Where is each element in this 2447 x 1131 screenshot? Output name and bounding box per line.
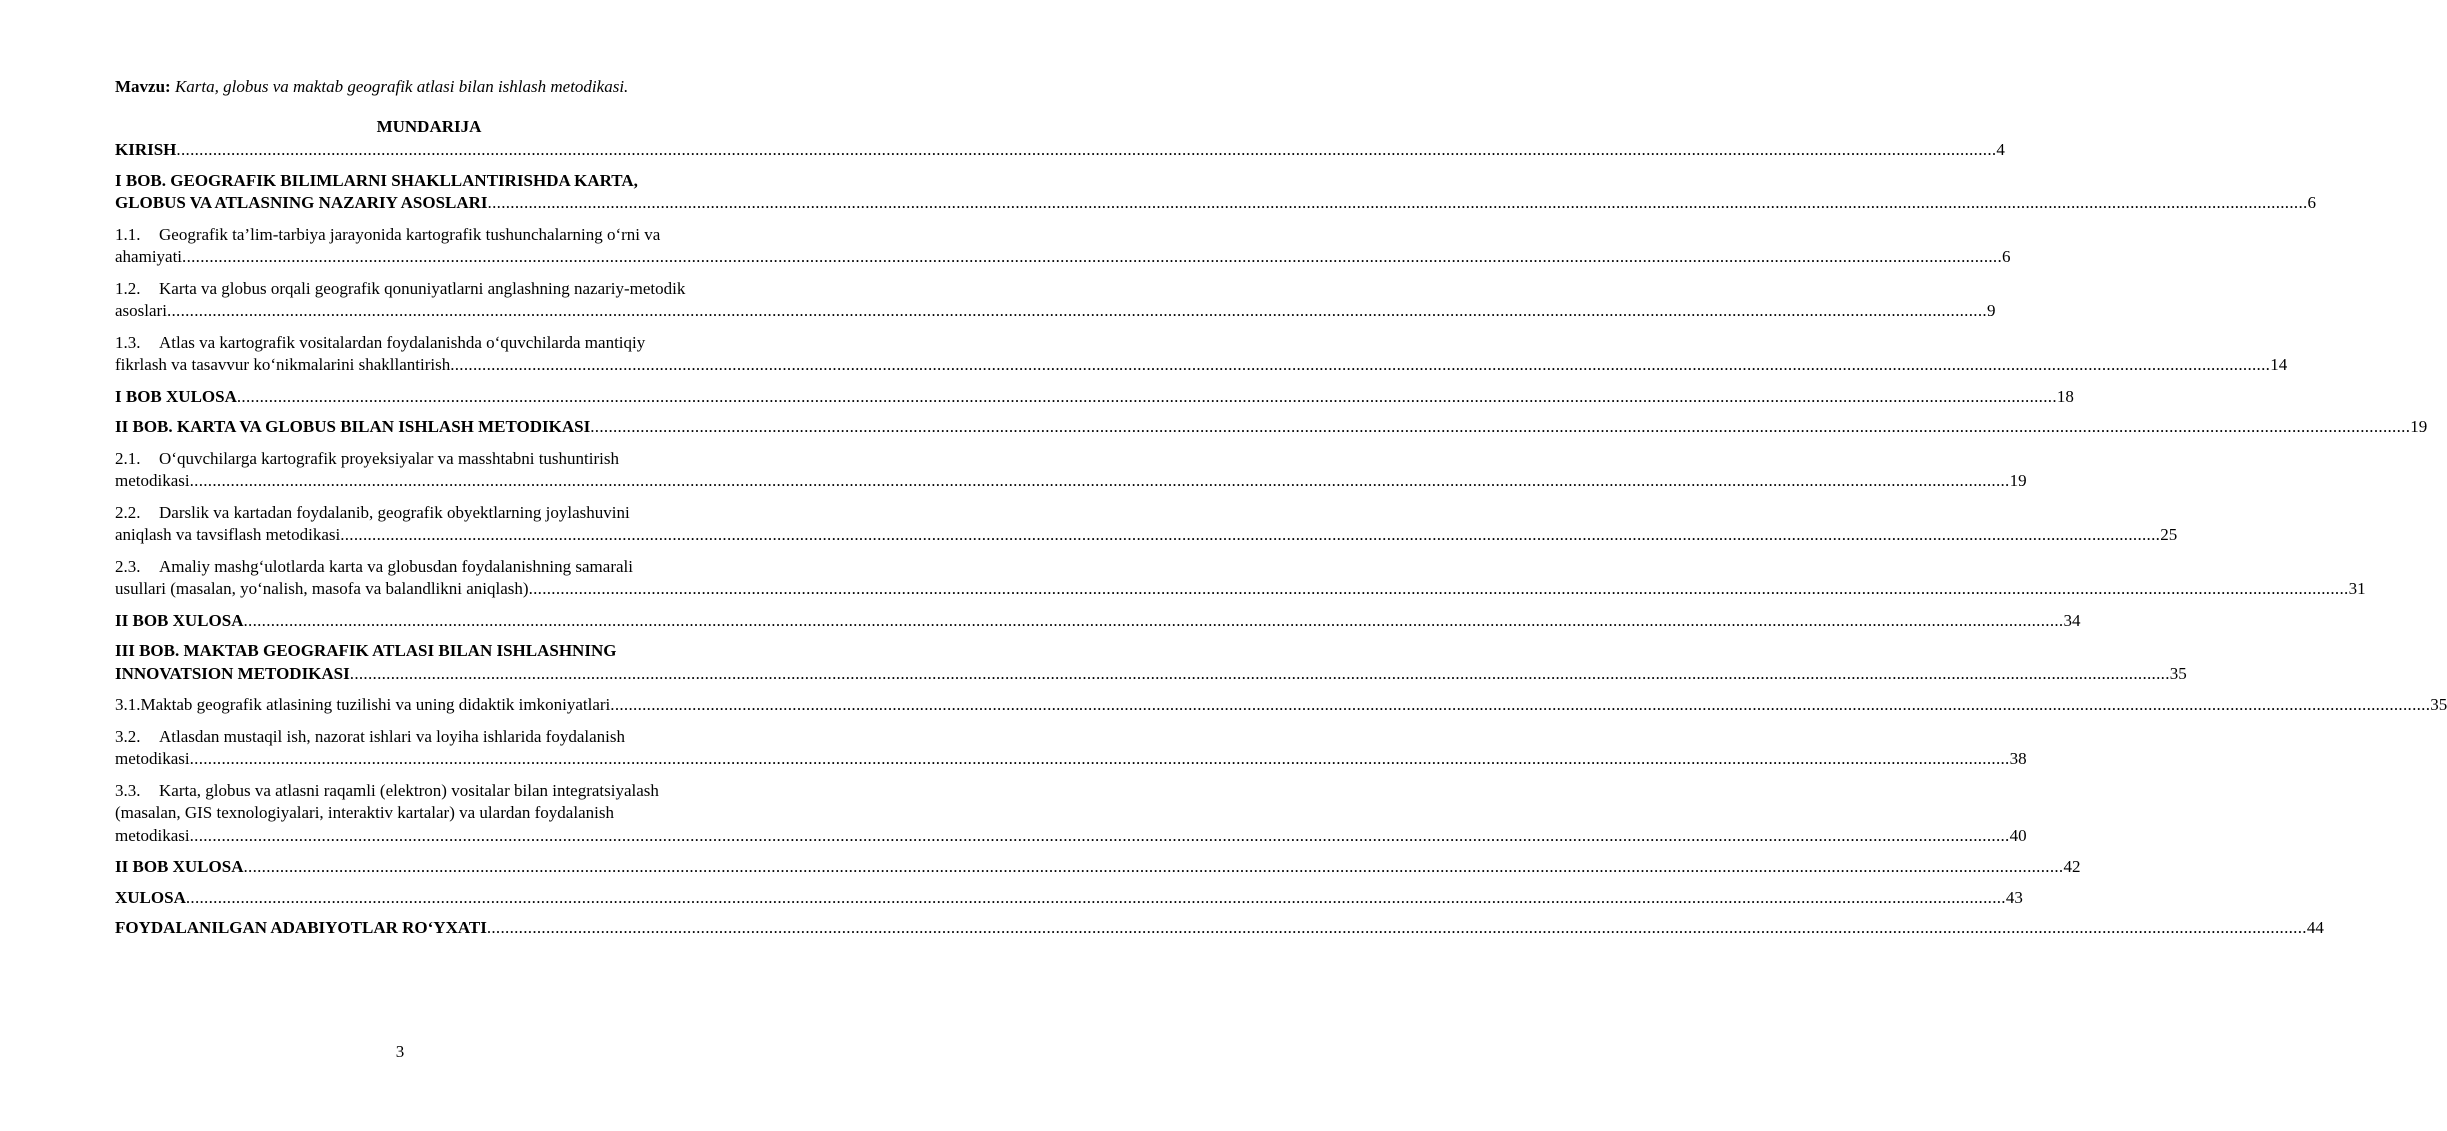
dot-leader: ................................................................................................................................................................................................................................................................................................................................................................................................................ xyxy=(185,887,2006,907)
toc-entry[interactable] xyxy=(115,386,2074,409)
toc-page-number: 18 xyxy=(2056,386,2074,406)
toc-page-number: 9 xyxy=(1986,301,1996,320)
dot-leader: ................................................................................................................................................................................................................................................................................................................................................................................................................ xyxy=(189,471,2010,490)
dot-leader: ................................................................................................................................................................................................................................................................................................................................................................................................................ xyxy=(590,417,2411,436)
toc-page-number: 42 xyxy=(2063,857,2081,876)
dot-leader: ................................................................................................................................................................................................................................................................................................................................................................................................................ xyxy=(166,301,1987,320)
toc-entry-text: metodikasi xyxy=(115,825,190,845)
toc-entry-number: 3.2. xyxy=(115,726,141,746)
dot-leader: ................................................................................................................................................................................................................................................................................................................................................................................................................ xyxy=(243,857,2064,876)
toc-entry[interactable] xyxy=(115,502,2178,547)
toc-entry-text: XULOSA xyxy=(115,887,186,907)
toc-entry[interactable] xyxy=(115,887,2023,910)
toc-entry[interactable] xyxy=(115,917,2324,940)
toc-entry-text: (masalan, GIS texnologiyalari, interaktiv kartalar) va ulardan foydalanish xyxy=(115,803,614,822)
toc-page-number: 43 xyxy=(2005,887,2023,907)
toc-page-number: 34 xyxy=(2063,610,2081,630)
toc-entry-text: Karta, globus va atlasni raqamli (elektron) vositalar bilan integratsiyalash xyxy=(159,780,659,800)
toc-entry-final-line xyxy=(115,470,2027,493)
toc-entry[interactable] xyxy=(115,640,2187,685)
toc-entry-text: II BOB. KARTA VA GLOBUS BILAN ISHLASH METODIKASI xyxy=(115,417,591,436)
toc-entry-text-line xyxy=(115,332,743,355)
toc-entry[interactable] xyxy=(115,556,2366,601)
toc-entry-final-line xyxy=(115,856,2081,879)
page-number: 3 xyxy=(395,1042,405,1061)
toc-page-number: 6 xyxy=(2307,193,2317,212)
toc-entry-final-line xyxy=(115,917,2324,940)
toc-entry[interactable] xyxy=(115,332,2288,377)
toc-page-number: 35 xyxy=(2430,695,2447,714)
toc-entry-final-line xyxy=(115,192,2317,215)
toc-entry-number: 1.3. xyxy=(115,332,141,352)
toc-entry-final-line xyxy=(115,578,2366,601)
toc-entry-text: metodikasi xyxy=(115,749,190,768)
toc-entry-text: usullari (masalan, yo‘nalish, masofa va balandlikni aniqlash) xyxy=(115,579,529,598)
toc-entry-final-line xyxy=(115,354,2288,377)
table-of-contents xyxy=(115,139,2447,940)
toc-entry-text: INNOVATSION METODIKASI xyxy=(115,663,350,683)
dot-leader: ................................................................................................................................................................................................................................................................................................................................................................................................................ xyxy=(176,140,1997,159)
toc-entry-text: Maktab geografik atlasining tuzilishi va uning didaktik imkoniyatlari xyxy=(140,695,611,714)
toc-entry-text: I BOB. GEOGRAFIK BILIMLARNI SHAKLLANTIRISHDA KARTA, xyxy=(115,170,638,190)
toc-entry-final-line xyxy=(115,825,2027,848)
toc-entry-final-line xyxy=(115,663,2187,686)
toc-entry-final-line xyxy=(115,300,1996,323)
dot-leader: ................................................................................................................................................................................................................................................................................................................................................................................................................ xyxy=(236,386,2057,406)
dot-leader: ................................................................................................................................................................................................................................................................................................................................................................................................................ xyxy=(189,749,2010,768)
toc-page-number: 35 xyxy=(2169,663,2187,683)
toc-entry-final-line xyxy=(115,246,2011,269)
dot-leader: ................................................................................................................................................................................................................................................................................................................................................................................................................ xyxy=(450,355,2271,374)
toc-entry-number: 1.2. xyxy=(115,278,141,298)
dot-leader: ................................................................................................................................................................................................................................................................................................................................................................................................................ xyxy=(189,825,2010,845)
toc-entry-text: I BOB XULOSA xyxy=(115,386,237,406)
subject-label: Mavzu: xyxy=(115,77,171,96)
toc-entry-final-line xyxy=(115,386,2074,409)
toc-title: MUNDARIJA xyxy=(376,117,482,136)
toc-entry-text-line xyxy=(115,170,743,193)
toc-page-number: 25 xyxy=(2160,525,2178,544)
toc-entry-number: 3.3. xyxy=(115,780,141,800)
dot-leader: ................................................................................................................................................................................................................................................................................................................................................................................................................ xyxy=(486,918,2307,937)
toc-entry-final-line xyxy=(115,610,2081,633)
toc-entry-text: ahamiyati xyxy=(115,247,183,266)
toc-entry-number: 2.1. xyxy=(115,448,141,468)
dot-leader: ................................................................................................................................................................................................................................................................................................................................................................................................................ xyxy=(610,695,2431,714)
subject-value: Karta, globus va maktab geografik atlasi bilan ishlash metodikasi. xyxy=(174,77,629,96)
toc-entry[interactable] xyxy=(115,224,2011,269)
toc-entry-final-line xyxy=(115,748,2027,771)
toc-page-number: 19 xyxy=(2410,417,2428,436)
toc-entry-text: O‘quvchilarga kartografik proyeksiyalar va masshtabni tushuntirish xyxy=(159,448,619,468)
toc-entry-text: Atlas va kartografik vositalardan foydalanishda o‘quvchilarda mantiqiy xyxy=(159,332,646,352)
toc-entry-text-line xyxy=(115,780,743,803)
toc-entry-text: KIRISH xyxy=(115,140,177,159)
toc-entry-text: aniqlash va tavsiflash metodikasi xyxy=(115,525,341,544)
toc-entry-text: metodikasi xyxy=(115,471,190,490)
toc-entry[interactable] xyxy=(115,694,2447,717)
toc-page-number: 40 xyxy=(2009,825,2027,845)
toc-page-number: 44 xyxy=(2306,918,2324,937)
dot-leader: ................................................................................................................................................................................................................................................................................................................................................................................................................ xyxy=(487,193,2308,212)
toc-entry-final-line xyxy=(115,694,2447,717)
toc-entry-number: 2.3. xyxy=(115,556,141,576)
toc-entry-text-line xyxy=(115,278,743,301)
toc-entry-number: 2.2. xyxy=(115,502,141,522)
toc-entry-text-line xyxy=(115,802,743,825)
toc-entry-text-line xyxy=(115,556,743,579)
toc-page-number: 31 xyxy=(2348,579,2366,598)
toc-entry-final-line xyxy=(115,416,2428,439)
toc-entry[interactable] xyxy=(115,726,2027,771)
toc-entry-text: GLOBUS VA ATLASNING NAZARIY ASOSLARI xyxy=(115,193,488,212)
toc-page-number: 4 xyxy=(1996,140,2005,159)
toc-entry-text: Amaliy mashg‘ulotlarda karta va globusdan foydalanishning samarali xyxy=(159,556,633,576)
toc-entry-text: III BOB. MAKTAB GEOGRAFIK ATLASI BILAN ISHLASHNING xyxy=(115,641,617,660)
toc-entry-text-line xyxy=(115,502,743,525)
toc-entry[interactable] xyxy=(115,448,2027,493)
toc-entry-text: Darslik va kartadan foydalanib, geografik obyektlarning joylashuvini xyxy=(159,502,630,522)
toc-page-number: 38 xyxy=(2009,749,2027,768)
toc-entry-text: Geografik ta’lim-tarbiya jarayonida kartografik tushunchalarning o‘rni va xyxy=(159,224,661,244)
toc-entry-text-line xyxy=(115,640,743,663)
dot-leader: ................................................................................................................................................................................................................................................................................................................................................................................................................ xyxy=(528,579,2349,598)
toc-page-number: 19 xyxy=(2009,471,2027,490)
toc-page-number: 6 xyxy=(2002,247,2011,266)
toc-entry-text: fikrlash va tasavvur ko‘nikmalarini shakllantirish xyxy=(115,355,451,374)
toc-entry[interactable] xyxy=(115,139,2005,162)
toc-page-number: 14 xyxy=(2270,355,2288,374)
dot-leader: ................................................................................................................................................................................................................................................................................................................................................................................................................ xyxy=(340,525,2161,544)
toc-entry-text-line xyxy=(115,448,743,471)
toc-entry-text: FOYDALANILGAN ADABIYOTLAR RO‘YXATI xyxy=(115,918,487,937)
toc-entry-text: Atlasdan mustaqil ish, nazorat ishlari va loyiha ishlarida foydalanish xyxy=(159,726,625,746)
toc-entry-text: II BOB XULOSA xyxy=(115,857,244,876)
toc-entry-final-line xyxy=(115,887,2023,910)
dot-leader: ................................................................................................................................................................................................................................................................................................................................................................................................................ xyxy=(349,663,2170,683)
toc-entry[interactable] xyxy=(115,170,2317,215)
subject-line xyxy=(115,76,745,98)
toc-entry-text: II BOB XULOSA xyxy=(115,610,244,630)
toc-entry-text: asoslari xyxy=(115,301,167,320)
toc-entry-final-line xyxy=(115,139,2005,162)
toc-entry-text-line xyxy=(115,224,743,247)
dot-leader: ................................................................................................................................................................................................................................................................................................................................................................................................................ xyxy=(182,247,2003,266)
toc-entry-text: Karta va globus orqali geografik qonuniyatlarni anglashning nazariy-metodik xyxy=(159,278,686,298)
toc-entry-number: 1.1. xyxy=(115,224,141,244)
dot-leader: ................................................................................................................................................................................................................................................................................................................................................................................................................ xyxy=(243,610,2064,630)
toc-entry[interactable] xyxy=(115,278,1996,323)
toc-entry-number: 3.1. xyxy=(115,695,141,714)
toc-entry[interactable] xyxy=(115,416,2428,439)
toc-entry[interactable] xyxy=(115,780,2027,848)
toc-entry[interactable] xyxy=(115,856,2081,879)
toc-entry-final-line xyxy=(115,524,2178,547)
toc-entry-text-line xyxy=(115,726,743,749)
toc-entry[interactable] xyxy=(115,610,2081,633)
